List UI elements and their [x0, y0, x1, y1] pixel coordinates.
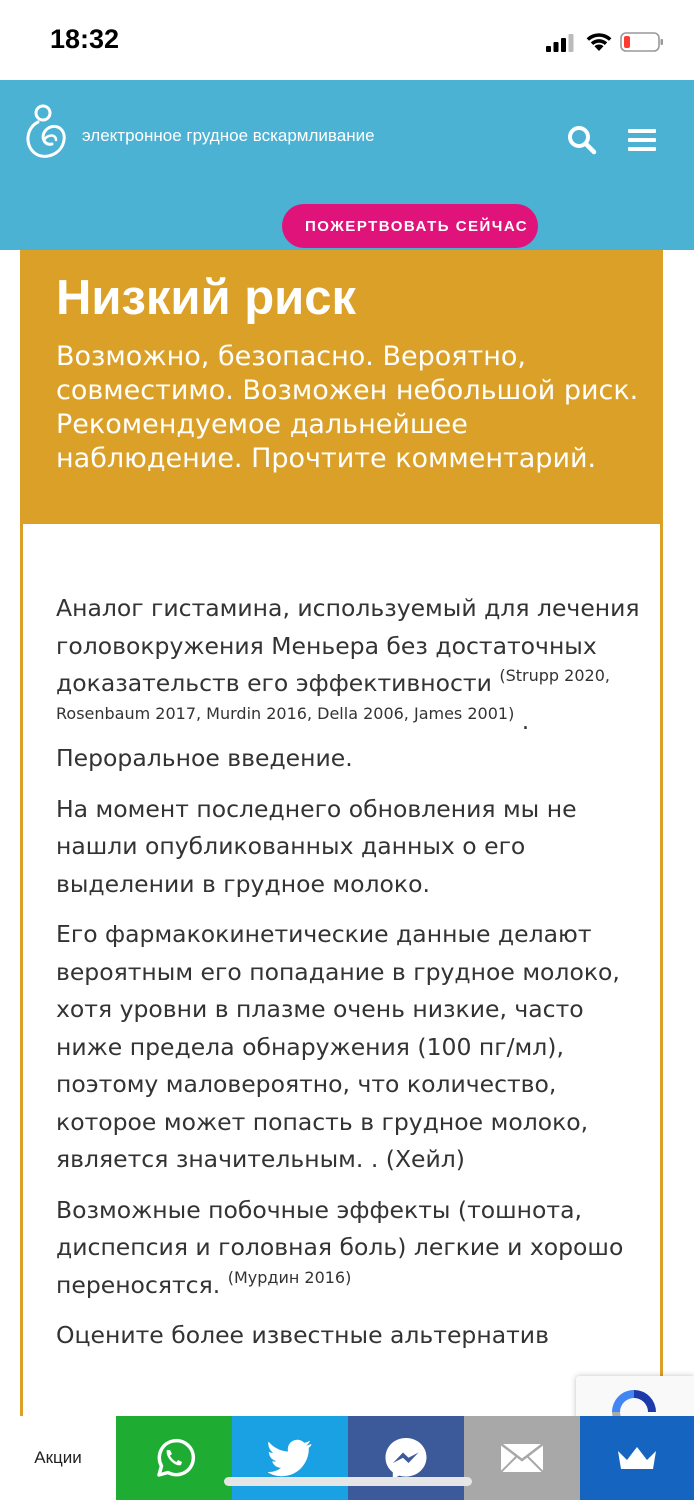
status-bar: [0, 0, 694, 80]
paragraph-text: Возможные побочные эффекты (тошнота, диспепсия и головная боль) легкие и хорошо переносятся.: [56, 1195, 624, 1299]
comment-paragraph: [56, 1317, 641, 1355]
paragraph-text: Его фармакокинетические данные делают вероятным его попадание в грудное молоко, хотя уровни в плазме очень низкие, часто ниже предела обнаружения (100 пг/мл), поэтому маловероятно, что количество, которое может попасть в грудное молоко, является значительным. . (Хейл): [56, 920, 620, 1173]
paragraph-text: На момент последнего обновления мы не нашли опубликованных данных о его выделении в грудное молоко.: [56, 794, 577, 898]
paragraph-text: Аналог гистамина, используемый для лечения головокружения Меньера без достаточных доказательств его эффективности: [56, 594, 640, 697]
crown-icon: [616, 1443, 658, 1473]
comment-paragraph: [56, 590, 641, 778]
risk-title: Низкий риск: [56, 271, 357, 325]
paragraph-text: Оцените более известные альтернатив: [56, 1321, 549, 1349]
twitter-share-button[interactable]: [232, 1416, 348, 1500]
comment-body: [56, 590, 641, 1368]
status-time: 18:32: [50, 24, 120, 54]
risk-description: Возможно, безопасно. Вероятно, совместимо. Возможен небольшой риск. Рекомендуемое дальнейшее наблюдение. Прочтите комментарий.: [56, 341, 639, 474]
share-label: Акции: [0, 1416, 116, 1500]
email-share-button[interactable]: [464, 1416, 580, 1500]
search-icon[interactable]: [566, 124, 598, 156]
paragraph-text: . Пероральное введение.: [56, 706, 530, 772]
comment-paragraph: [56, 791, 641, 904]
share-bar: [0, 1416, 694, 1500]
messenger-share-button[interactable]: [348, 1416, 464, 1500]
email-icon: [500, 1443, 544, 1473]
twitter-icon: [268, 1439, 312, 1477]
whatsapp-icon: [151, 1435, 197, 1481]
donate-now-button[interactable]: ПОЖЕРТВОВАТЬ СЕЙЧАС: [282, 204, 538, 248]
site-name[interactable]: электронное грудное вскармливание: [82, 126, 375, 145]
messenger-icon: [384, 1436, 428, 1480]
wifi-icon: [584, 30, 614, 52]
reference-link[interactable]: (Strupp 2020, Rosenbaum 2017, Murdin 2016, Della 2006, James 2001): [56, 666, 610, 723]
more-share-button[interactable]: [580, 1416, 694, 1500]
logo-icon[interactable]: [22, 104, 68, 160]
home-indicator: [224, 1477, 472, 1486]
comment-paragraph: [56, 1192, 641, 1305]
comment-paragraph: [56, 916, 641, 1179]
hamburger-menu-icon[interactable]: [628, 128, 656, 152]
reference-link[interactable]: (Мурдин 2016): [227, 1267, 352, 1287]
cellular-signal-icon: [546, 34, 576, 52]
whatsapp-share-button[interactable]: [116, 1416, 232, 1500]
battery-icon: [620, 31, 664, 53]
